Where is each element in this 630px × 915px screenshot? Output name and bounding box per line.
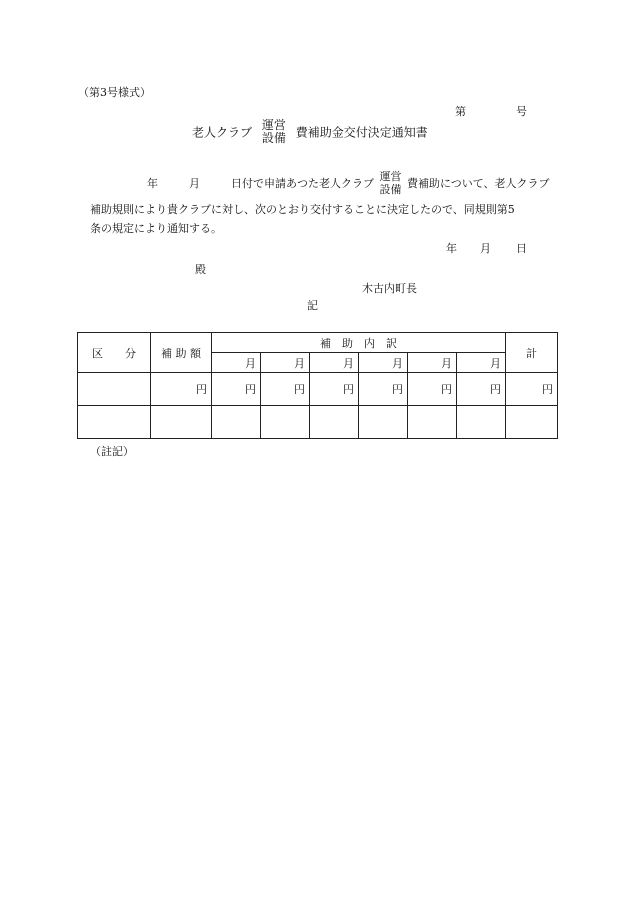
header-category: 区 分	[78, 333, 151, 373]
table-row	[78, 406, 558, 439]
yen-cell: 円	[151, 373, 212, 406]
body-line-2: 補助規則により貴クラブに対し、次のとおり交付することに決定したので、同規則第5	[90, 203, 515, 216]
body-line1-end: 費補助について、老人クラブ	[407, 177, 550, 190]
footnote-label: （註記）	[90, 445, 134, 458]
body-first-line	[147, 170, 560, 196]
yen-cell: 円	[310, 373, 359, 406]
title-prefix: 老人クラブ	[192, 125, 253, 140]
month-header-cell: 月	[261, 353, 310, 373]
title-choice-stack	[262, 119, 286, 145]
body-month-label: 月	[189, 177, 200, 190]
title-suffix: 費補助金交付決定通知書	[295, 125, 428, 140]
header-subsidy-amount: 補 助 額	[151, 333, 212, 373]
empty-cell	[506, 406, 558, 439]
header-breakdown: 補 助 内 訳	[212, 333, 506, 353]
document-number-suffix: 号	[516, 105, 527, 118]
yen-cell: 円	[408, 373, 457, 406]
date-day-label: 日	[516, 242, 527, 255]
month-header-cell: 月	[310, 353, 359, 373]
yen-cell: 円	[212, 373, 261, 406]
empty-cell	[457, 406, 506, 439]
ki-heading: 記	[307, 299, 318, 312]
empty-cell	[78, 406, 151, 439]
row-category-cell	[78, 373, 151, 406]
month-header-cell: 月	[359, 353, 408, 373]
body-choice-bottom: 設備	[379, 183, 402, 196]
form-number-label: （第3号様式）	[78, 86, 151, 99]
header-total: 計	[506, 333, 558, 373]
issuer-name: 木古内町長	[362, 282, 417, 295]
empty-cell	[310, 406, 359, 439]
document-number-prefix: 第	[455, 105, 466, 118]
body-choice-top: 運営	[379, 170, 402, 183]
yen-cell: 円	[261, 373, 310, 406]
month-header-cell: 月	[457, 353, 506, 373]
body-line-3: 条の規定により通知する。	[90, 222, 222, 235]
title-choice-bottom: 設備	[261, 131, 286, 145]
title-choice-top: 運営	[261, 118, 286, 132]
table-row	[78, 373, 558, 406]
document-title	[192, 119, 428, 145]
empty-cell	[212, 406, 261, 439]
addressee-honorific: 殿	[195, 263, 206, 276]
empty-cell	[408, 406, 457, 439]
yen-cell: 円	[506, 373, 558, 406]
yen-cell: 円	[457, 373, 506, 406]
month-header-cell: 月	[212, 353, 261, 373]
empty-cell	[261, 406, 310, 439]
body-year-label: 年	[147, 177, 158, 190]
date-month-label: 月	[480, 242, 491, 255]
subsidy-table	[77, 332, 558, 439]
yen-cell: 円	[359, 373, 408, 406]
empty-cell	[151, 406, 212, 439]
month-header-cell: 月	[408, 353, 457, 373]
body-choice-stack	[380, 170, 402, 196]
date-year-label: 年	[446, 242, 457, 255]
empty-cell	[359, 406, 408, 439]
body-line1-middle: 日付で申請あつた老人クラブ	[231, 177, 374, 190]
